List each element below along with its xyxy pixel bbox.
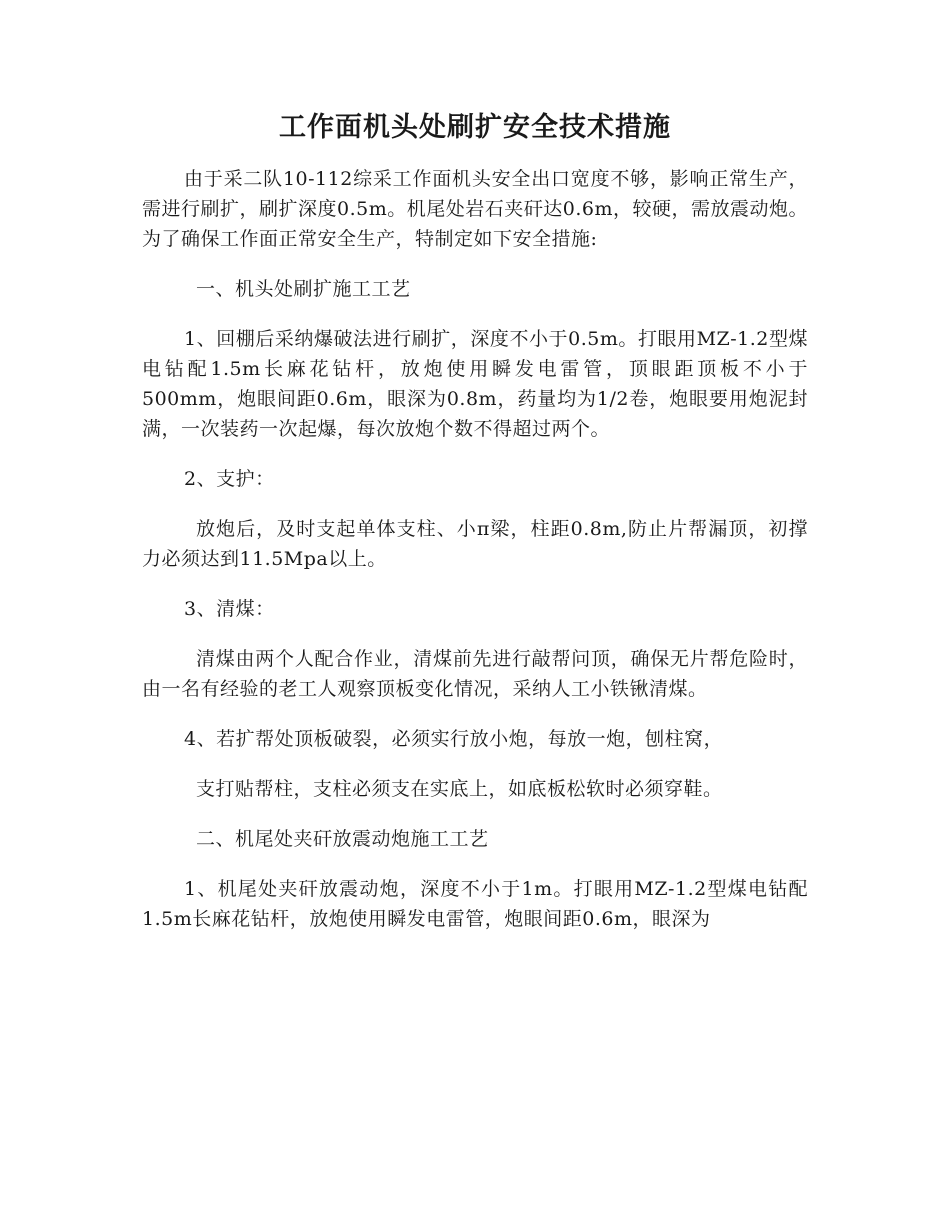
step-4-paragraph: 4、若扩帮处顶板破裂，必须实行放小炮，每放一炮，刨柱窝， [184, 728, 724, 750]
document-page [142, 108, 808, 934]
document-title: 工作面机头处刷扩安全技术措施 [279, 112, 671, 143]
cleaning-paragraph: 清煤由两个人配合作业，清煤前先进行敲帮问顶，确保无片帮危险时，由一名有经验的老工人观察顶板变化情况，采纳人工小铁锹清煤。 [142, 648, 808, 700]
support-paragraph: 放炮后，及时支起单体支柱、小π梁，柱距0.8m,防止片帮漏顶，初撑力必须达到11.5Mpa以上。 [142, 518, 808, 570]
intro-paragraph: 由于采二队10-112综采工作面机头安全出口宽度不够，影响正常生产，需进行刷扩，刷扩深度0.5m。机尾处岩石夹矸达0.6m，较硬，需放震动炮。为了确保工作面正常安全生产，特制定如下安全措施: [142, 168, 808, 250]
section-heading-tail: 二、机尾处夹矸放震动炮施工工艺 [196, 828, 489, 850]
tail-step-1-paragraph: 1、机尾处夹矸放震动炮，深度不小于1m。打眼用MZ-1.2型煤电钻配1.5m长麻花钻杆，放炮使用瞬发电雷管，炮眼间距0.6m，眼深为 [142, 878, 808, 930]
support-heading: 2、支护： [184, 468, 275, 490]
step-4-continuation: 支打贴帮柱，支柱必须支在实底上，如底板松软时必须穿鞋。 [196, 778, 723, 800]
section-heading-head: 一、机头处刷扩施工工艺 [196, 278, 411, 300]
step-1-paragraph: 1、回棚后采纳爆破法进行刷扩，深度不小于0.5m。打眼用MZ-1.2型煤电钻配1.5m长麻花钻杆，放炮使用瞬发电雷管，顶眼距顶板不小于500mm，炮眼间距0.6m，眼深为0.8m，药量均为1/2卷，炮眼要用炮泥封满，一次装药一次起爆，每次放炮个数不得超过两个。 [142, 328, 808, 440]
cleaning-heading: 3、清煤： [184, 598, 275, 620]
